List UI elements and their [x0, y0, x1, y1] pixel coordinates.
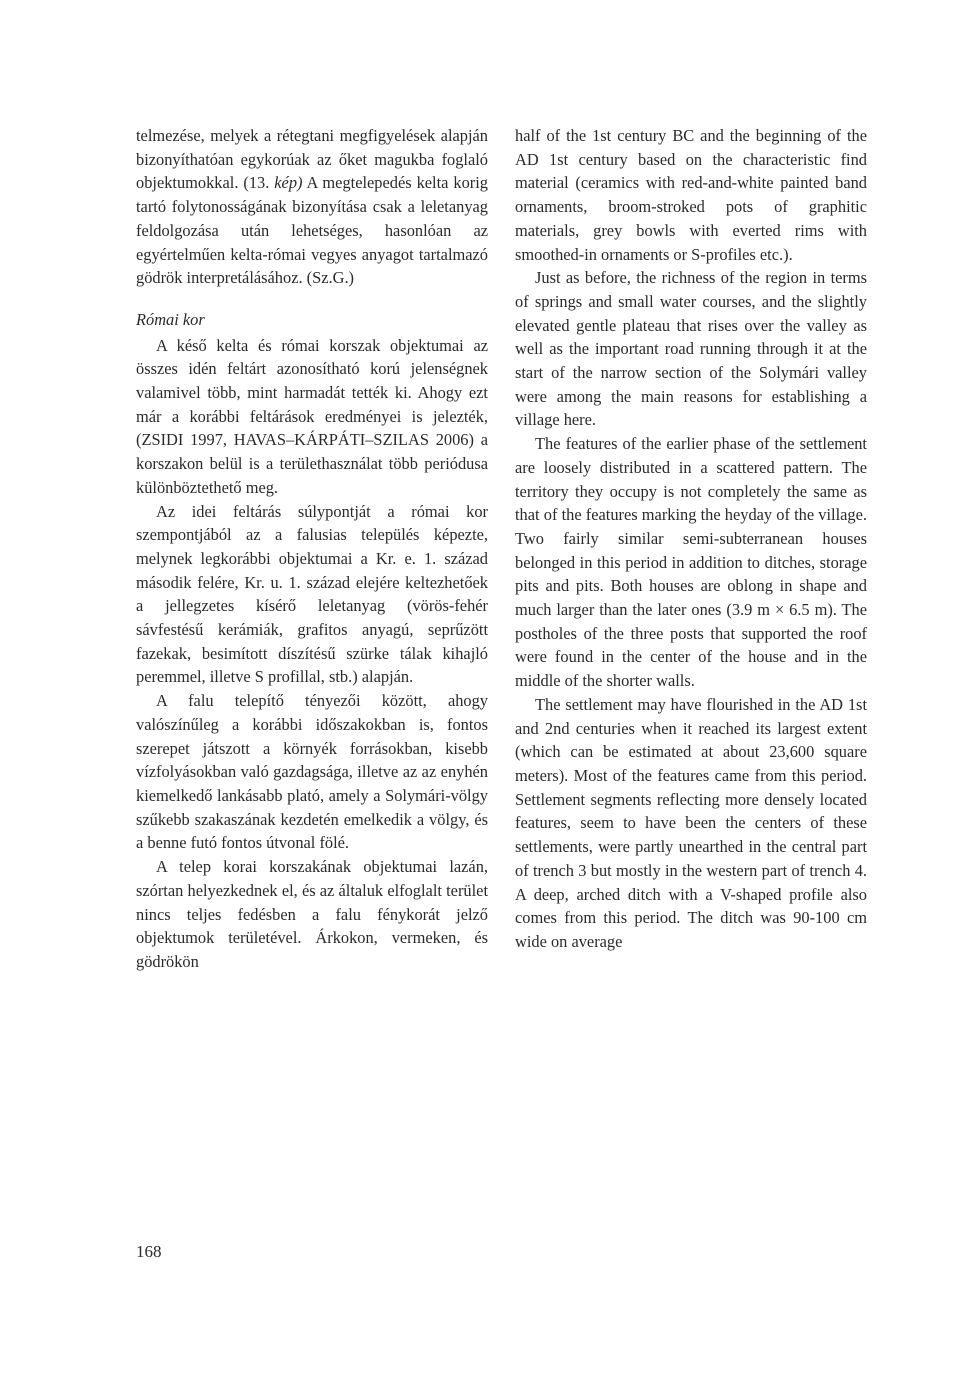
paragraph: Az idei feltárás súlypontját a római kor szempontjából az a falusias település képezte, melynek legkorábbi objektumai a Kr. e. 1. század második felére, Kr. u. 1. század elejére keltezhetőek a jellegzetes kísérő leletanyag (vörös-fehér sávfestésű kerámiák, grafitos anyagú, seprűzött fazekak, besimított díszítésű szürke tálak kihajló peremmel, illetve S profillal, stb.) alapján. — [136, 501, 488, 687]
section-heading-roman-period: Római kor — [136, 309, 205, 329]
paragraph: The features of the earlier phase of the settlement are loosely distributed in a scattered pattern. The territory they occupy is not completely the same as that of the features marking the heyday of the village. Two fairly similar semi-subterranean houses belonged in this period in addition to ditches, storage pits and pits. Both houses are oblong in shape and much larger than the later ones (3.9 m × 6.5 m). The postholes of the three posts that supported the roof were found in the center of the house and in the middle of the shorter walls. — [515, 434, 867, 691]
paragraph: A falu telepítő tényezői között, ahogy valószínűleg a korábbi időszakokban is, fontos szerepet játszott a környék forrásokban, kisebb vízfolyásokban való gazdagsága, illetve az az enyhén kiemelkedő lankásabb plató, amely a Solymári-völgy szűkebb szakaszának kezdetén emelkedik a völgy, és a benne futó fontos útvonal fölé. — [136, 691, 488, 853]
paragraph-continued — [136, 124, 488, 290]
figure-reference: kép) — [274, 173, 303, 193]
paragraph: The settlement may have flourished in the AD 1st and 2nd centuries when it reached its largest extent (which can be estimated at about 23,600 square meters). Most of the features came from this period. Settlement segments reflecting more densely located features, seem to have been the centers of these settlements, were partly unearthed in the central part of trench 3 but mostly in the western part of trench 4. A deep, arched ditch with a V-shaped profile also comes from this period. The ditch was 90-100 cm wide on average — [515, 694, 867, 951]
paragraph: A késő kelta és római korszak objektumai az összes idén feltárt azonosítható korú jelenségnek valamivel több, mint harmadát tették ki. Ahogy ezt már a korábbi feltárások eredményei is jelezték, (ZSIDI 1997, HAVAS–KÁRPÁTI–SZILAS 2006) a korszakon belül is a területhasználat több periódusa különböztethető meg. — [136, 335, 488, 497]
paragraph-text: A megtelepedés kelta korig tartó folytonosságának bizonyítása csak a leletanyag feldolgozása után lehetséges, hasonlóan az egyértelműen kelta-római vegyes anyagot tartalmazó gödrök interpretálásához. (Sz.G.) — [136, 173, 488, 288]
paragraph: A telep korai korszakának objektumai lazán, szórtan helyezkednek el, és az általuk elfoglalt terület nincs teljes fedésben a falu fénykorát jelző objektumok területével. Árkokon, vermeken, és gödrökön — [136, 857, 488, 971]
page-number: 168 — [136, 1242, 162, 1261]
paragraph: Just as before, the richness of the region in terms of springs and small water courses, and the slightly elevated gentle plateau that rises over the valley as well as the important road running through it at the start of the narrow section of the Solymári valley were among the main reasons for establishing a village here. — [515, 268, 867, 430]
paragraph-continued: half of the 1st century BC and the beginning of the AD 1st century based on the characteristic find material (ceramics with red-and-white painted band ornaments, broom-stroked pots of graphitic materials, grey bowls with everted rims with smoothed-in ornaments or S-profiles etc.). — [515, 126, 867, 264]
right-column — [515, 124, 867, 954]
paragraph-text: telmezése, melyek a rétegtani megfigyelések alapján bizonyíthatóan egykorúak az őket magukba foglaló objektumokkal. (13. — [136, 126, 488, 193]
left-column — [136, 124, 488, 974]
